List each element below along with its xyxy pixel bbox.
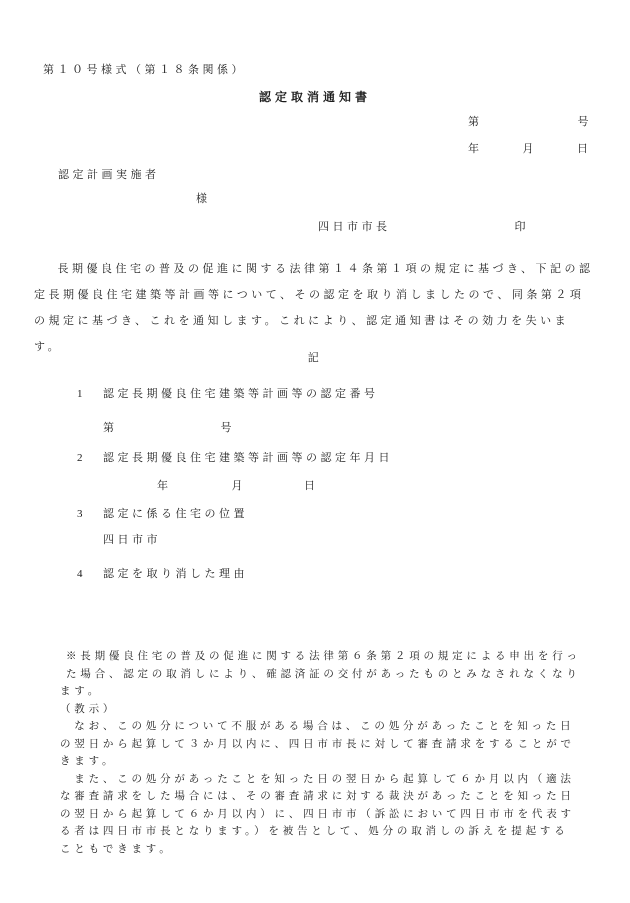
note-line: な審査請求をした場合には、その審査請求に対する裁決があったことを知った日	[60, 791, 575, 802]
item-3	[77, 508, 248, 522]
note-line: ます。	[60, 686, 103, 697]
item-2-number: 2	[77, 452, 86, 464]
item-2-month-label: 月	[231, 480, 246, 492]
item-4-label: 認定を取り消した理由	[103, 568, 248, 580]
addressee-label: 認定計画実施者	[58, 169, 160, 181]
item-1-number-blank	[118, 430, 221, 431]
note-line: の翌日から起算して６か月以内）に、四日市市（訴訟において四日市市を代表す	[60, 808, 575, 820]
note-line: こともできます。	[60, 843, 174, 855]
note-line: の翌日から起算して３か月以内に、四日市市長に対して審査請求をすることがで	[60, 738, 575, 750]
item-1-number-suffix: 号	[220, 422, 235, 434]
item-3-value: 四日市市	[103, 534, 161, 546]
addressee-honorific: 様	[196, 193, 211, 205]
date-day-label: 日	[577, 143, 592, 155]
item-3-number: 3	[77, 508, 86, 520]
item-2-year-label: 年	[157, 480, 172, 492]
date-month-label: 月	[522, 143, 537, 155]
doc-number-blank	[483, 124, 578, 125]
item-1-label: 認定長期優良住宅建築等計画等の認定番号	[103, 388, 379, 400]
item-3-label: 認定に係る住宅の位置	[103, 508, 248, 520]
note-line: きます。	[60, 756, 117, 767]
issuer-signature-blank	[391, 229, 515, 230]
date-month-blank	[537, 151, 577, 152]
note-line: ※長期優良住宅の普及の促進に関する法律第６条第２項の規定による申出を行っ	[66, 651, 581, 662]
date-year-blank	[483, 151, 523, 152]
item-4	[77, 568, 248, 582]
item-4-number: 4	[77, 568, 86, 580]
notes-block	[60, 648, 605, 858]
doc-number-line	[468, 116, 592, 130]
note-line: （教示）	[60, 703, 118, 715]
item-1-number-prefix: 第	[103, 422, 118, 434]
note-line: また、この処分があったことを知った日の翌日から起算して６か月以内（適法	[60, 773, 575, 785]
item-2-value-line	[157, 480, 319, 494]
item-1-value-line	[103, 422, 235, 436]
item-2-month-blank	[246, 488, 304, 489]
note-line: た場合、認定の取消しにより、確認済証の交付があったものとみなされなくなり	[66, 668, 581, 680]
doc-number-prefix: 第	[468, 116, 483, 128]
item-1-number: 1	[77, 388, 86, 400]
item-2	[77, 452, 393, 466]
item-2-day-label: 日	[304, 480, 319, 492]
issuer-line	[318, 221, 529, 235]
form-number-label: 第１０号様式（第１８条関係）	[43, 64, 246, 76]
item-1	[77, 388, 379, 402]
seal-mark: 印	[514, 221, 529, 233]
note-line: なお、この処分について不服がある場合は、この処分があったことを知った日	[60, 721, 575, 732]
body-paragraph: 長期優良住宅の普及の促進に関する法律第１４条第１項の規定に基づき、下記の認定長期優良住宅建築等計画等について、その認定を取り消しましたので、同条第２項の規定に基づき、これを通知します。これにより、認定通知書はその効力を失います。	[34, 263, 594, 353]
item-2-label: 認定長期優良住宅建築等計画等の認定年月日	[103, 452, 393, 464]
issuer-name: 四日市市長	[318, 221, 391, 233]
doc-number-suffix: 号	[577, 116, 592, 128]
date-line	[468, 143, 592, 157]
record-marker: 記	[307, 352, 323, 364]
note-line: る者は四日市市長となります。）を被告として、処分の取消しの訴えを提起する	[60, 826, 569, 837]
document-title: 認定取消通知書	[258, 90, 371, 104]
date-year-label: 年	[468, 143, 483, 155]
item-2-year-blank	[172, 488, 232, 489]
